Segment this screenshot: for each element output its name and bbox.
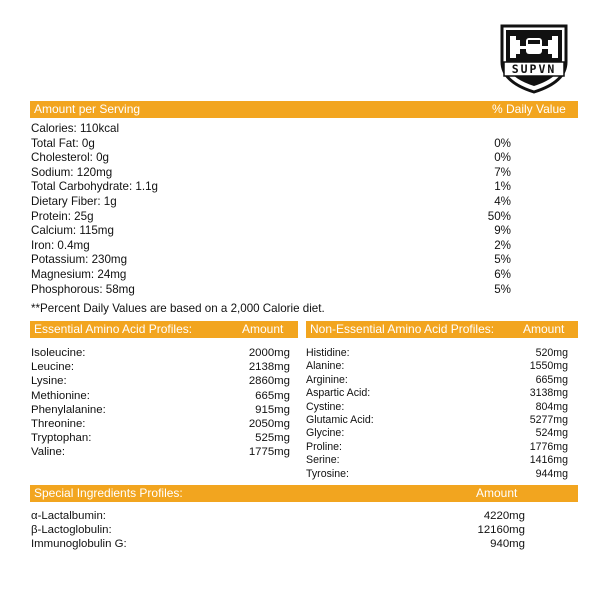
non-essential-amino-row <box>306 427 568 440</box>
nutrient-daily-value: 6% <box>494 268 511 281</box>
ingredient-name: Tyrosine: <box>306 467 349 480</box>
special-ingredient-row <box>31 523 525 537</box>
ingredient-amount: 1776mg <box>529 440 568 453</box>
ingredient-name: Aspartic Acid: <box>306 387 371 400</box>
ingredient-amount: 525mg <box>255 432 290 445</box>
special-ingredient-row <box>31 537 525 551</box>
ingredient-amount: 524mg <box>535 427 568 440</box>
nutrient-daily-value: 5% <box>494 253 511 267</box>
ingredient-amount: 4220mg <box>483 510 525 522</box>
ingredient-name: Proline: <box>306 440 342 453</box>
nutrient-daily-value: 4% <box>494 195 511 208</box>
ingredient-name: Alanine: <box>306 360 345 373</box>
special-ingredients-list <box>31 509 525 552</box>
nutrient-label: Protein: 25g <box>31 209 94 223</box>
non-essential-amino-row <box>306 401 568 414</box>
ingredient-name: Methionine: <box>31 389 90 402</box>
ingredient-name: Arginine: <box>306 373 348 386</box>
special-ingredients-header <box>30 485 578 502</box>
daily-value-label: % Daily Value <box>492 102 566 116</box>
ingredient-name: Tryptophan: <box>31 432 92 445</box>
ingredient-name: Histidine: <box>306 347 350 359</box>
ingredient-amount: 804mg <box>535 400 568 413</box>
ingredient-name: Threonine: <box>31 417 86 430</box>
logo-text: SUPVN <box>511 62 557 76</box>
ingredient-amount: 1416mg <box>529 454 568 467</box>
special-title: Special Ingredients Profiles: <box>34 486 183 500</box>
ingredient-amount: 940mg <box>490 538 525 551</box>
essential-amino-row <box>31 389 290 403</box>
nutrient-label: Cholesterol: 0g <box>31 151 109 165</box>
nutrient-daily-value: 0% <box>494 136 511 150</box>
ingredient-name: α-Lactalbumin: <box>31 510 106 522</box>
supvn-logo <box>496 22 572 94</box>
non-essential-amino-row <box>306 441 568 454</box>
essential-title: Essential Amino Acid Profiles: <box>34 322 193 336</box>
nutrition-header <box>30 101 578 118</box>
ingredient-amount: 1550mg <box>529 360 568 373</box>
non-essential-amino-row <box>306 347 568 360</box>
ingredient-amount: 944mg <box>535 467 568 480</box>
essential-amino-row <box>31 403 290 417</box>
non-essential-amino-row <box>306 387 568 400</box>
non-essential-amino-row <box>306 360 568 373</box>
ingredient-amount: 915mg <box>255 403 290 416</box>
essential-amino-row <box>31 374 290 388</box>
ingredient-name: Isoleucine: <box>31 347 86 359</box>
non-essential-amino-row <box>306 454 568 467</box>
special-amount-label: Amount <box>476 486 518 500</box>
ingredient-amount: 665mg <box>535 373 568 386</box>
ingredient-amount: 665mg <box>255 389 290 402</box>
ingredient-amount: 12160mg <box>477 524 525 537</box>
essential-amino-row <box>31 417 290 431</box>
special-ingredient-row <box>31 509 525 523</box>
ingredient-amount: 2050mg <box>248 417 290 430</box>
nutrient-daily-value: 50% <box>487 209 511 223</box>
ingredient-amount: 3138mg <box>529 387 568 400</box>
ingredient-name: Lysine: <box>31 375 67 388</box>
ingredient-name: Glutamic Acid: <box>306 413 374 426</box>
ingredient-amount: 2138mg <box>248 361 290 374</box>
essential-amino-row <box>31 431 290 445</box>
ingredient-name: Immunoglobulin G: <box>31 538 127 551</box>
essential-amino-row <box>31 360 290 374</box>
nutrient-label: Phosphorous: 58mg <box>31 282 135 296</box>
nutrient-label: Potassium: 230mg <box>31 253 128 267</box>
non-essential-amino-row <box>306 468 568 481</box>
nutrient-daily-value: 0% <box>494 151 511 165</box>
ingredient-name: β-Lactoglobulin: <box>31 524 112 537</box>
non-essential-amino-header <box>306 321 578 338</box>
ingredient-amount: 2000mg <box>248 347 290 359</box>
ingredient-name: Leucine: <box>31 361 75 374</box>
nutrient-label: Calcium: 115mg <box>31 224 114 238</box>
ingredient-name: Glycine: <box>306 427 345 440</box>
essential-amino-list <box>31 346 290 460</box>
nutrient-label: Magnesium: 24mg <box>31 268 127 281</box>
nutrient-daily-value: 1% <box>494 180 511 194</box>
nutrient-daily-value: 9% <box>494 224 511 238</box>
ingredient-name: Cystine: <box>306 400 345 413</box>
nutrient-label: Iron: 0.4mg <box>31 238 90 252</box>
essential-amino-header <box>30 321 298 338</box>
non-essential-amino-list <box>306 347 568 481</box>
ingredient-name: Valine: <box>31 446 65 459</box>
ingredient-amount: 2860mg <box>248 375 290 388</box>
essential-amount-label: Amount <box>242 322 284 336</box>
nutrient-label: Dietary Fiber: 1g <box>31 195 117 208</box>
nutrient-label: Total Carbohydrate: 1.1g <box>31 180 158 194</box>
ingredient-amount: 520mg <box>535 347 568 359</box>
non-essential-title: Non-Essential Amino Acid Profiles: <box>310 322 495 336</box>
ingredient-amount: 5277mg <box>529 413 568 426</box>
ingredient-amount: 1775mg <box>248 446 290 459</box>
essential-amino-row <box>31 346 290 360</box>
nutrient-daily-value: 7% <box>494 165 511 179</box>
essential-amino-row <box>31 445 290 459</box>
non-essential-amino-row <box>306 414 568 427</box>
nutrient-label: Sodium: 120mg <box>31 165 113 179</box>
ingredient-name: Serine: <box>306 454 340 467</box>
amount-per-serving-label: Amount per Serving <box>34 102 141 116</box>
ingredient-name: Phenylalanine: <box>31 403 106 416</box>
non-essential-amount-label: Amount <box>523 322 565 336</box>
nutrient-label: Calories: 110kcal <box>31 122 120 135</box>
daily-value-footnote: **Percent Daily Values are based on a 2,000 Calorie diet. <box>31 302 325 315</box>
nutrient-daily-value: 2% <box>494 238 511 252</box>
nutrient-label: Total Fat: 0g <box>31 136 95 150</box>
nutrient-daily-value: 5% <box>494 282 511 296</box>
non-essential-amino-row <box>306 374 568 387</box>
